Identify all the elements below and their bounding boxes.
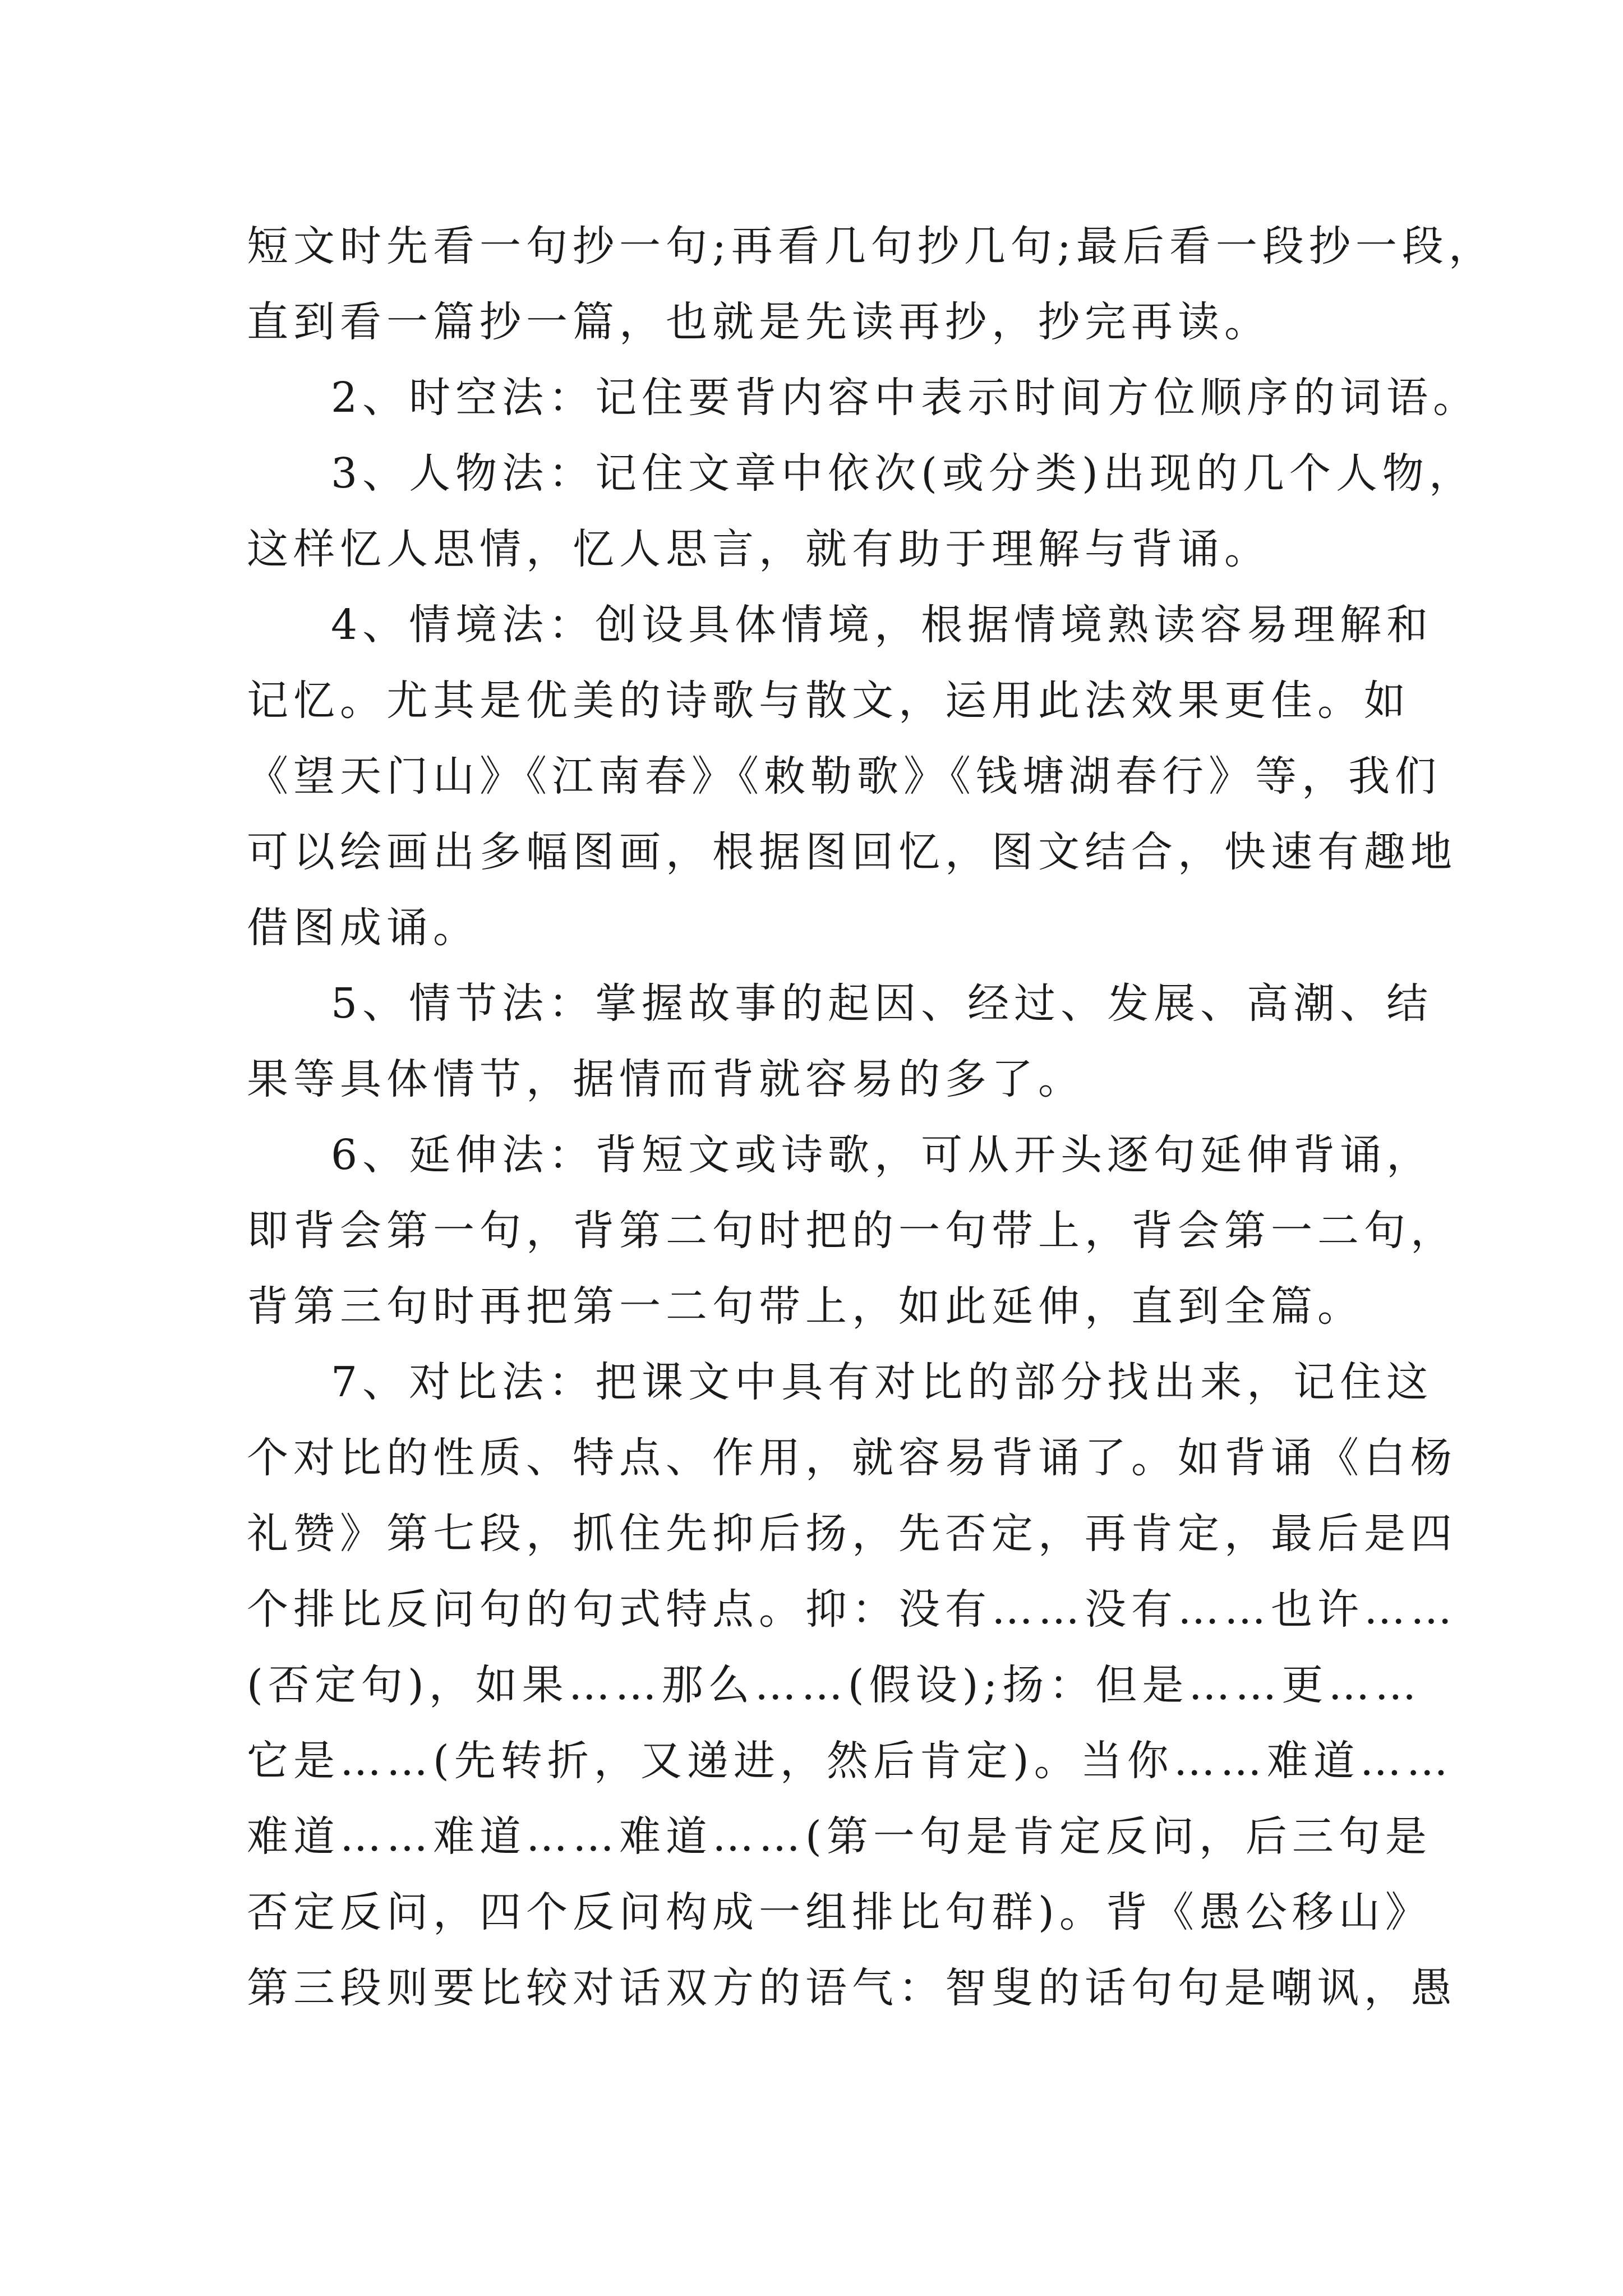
text-line: 可以绘画出多幅图画，根据图回忆，图文结合，快速有趣地 bbox=[247, 828, 1457, 876]
text-line: 背第三句时再把第一二句带上，如此延伸，直到全篇。 bbox=[247, 1282, 1364, 1331]
text-line: 6、延伸法：背短文或诗歌，可从开头逐句延伸背诵， bbox=[331, 1131, 1433, 1179]
text-line: 礼赞》第七段，抓住先抑后扬，先否定，再肯定，最后是四 bbox=[247, 1510, 1457, 1558]
text-line: 5、情节法：掌握故事的起因、经过、发展、高潮、结 bbox=[331, 979, 1433, 1028]
text-line: 4、情境法：创设具体情境，根据情境熟读容易理解和 bbox=[331, 601, 1433, 649]
text-line: 个对比的性质、特点、作用，就容易背诵了。如背诵《白杨 bbox=[247, 1434, 1457, 1482]
text-line: 直到看一篇抄一篇，也就是先读再抄，抄完再读。 bbox=[247, 298, 1271, 346]
text-line: 3、人物法：记住文章中依次(或分类)出现的几个人物， bbox=[331, 449, 1476, 498]
text-line: 果等具体情节，据情而背就容易的多了。 bbox=[247, 1055, 1085, 1103]
text-line: 2、时空法：记住要背内容中表示时间方位顺序的词语。 bbox=[331, 374, 1480, 422]
text-line: 记忆。尤其是优美的诗歌与散文，运用此法效果更佳。如 bbox=[247, 677, 1410, 725]
text-line: 第三段则要比较对话双方的语气：智叟的话句句是嘲讽，愚 bbox=[247, 1964, 1457, 2012]
text-line: 即背会第一句，背第二句时把的一句带上，背会第一二句， bbox=[247, 1207, 1457, 1255]
text-line: 否定反问，四个反问构成一组排比句群)。背《愚公移山》 bbox=[247, 1888, 1432, 1936]
text-line: (否定句)，如果……那么……(假设);扬：但是……更…… bbox=[247, 1661, 1422, 1709]
body-text bbox=[247, 209, 1495, 2026]
text-line: 难道……难道……难道……(第一句是肯定反问，后三句是 bbox=[247, 1812, 1432, 1861]
text-line: 个排比反问句的句式特点。抑：没有……没有……也许…… bbox=[247, 1585, 1457, 1634]
text-line: 短文时先看一句抄一句;再看几句抄几句;最后看一段抄一段， bbox=[247, 222, 1495, 270]
text-line: 7、对比法：把课文中具有对比的部分找出来，记住这 bbox=[331, 1358, 1433, 1406]
text-line: 《望天门山》《江南春》《敕勒歌》《钱塘湖春行》等，我们 bbox=[247, 752, 1441, 800]
text-line: 借图成诵。 bbox=[247, 904, 479, 952]
text-line: 它是……(先转折，又递进，然后肯定)。当你……难道…… bbox=[247, 1737, 1453, 1785]
text-line: 这样忆人思情，忆人思言，就有助于理解与背诵。 bbox=[247, 525, 1271, 573]
